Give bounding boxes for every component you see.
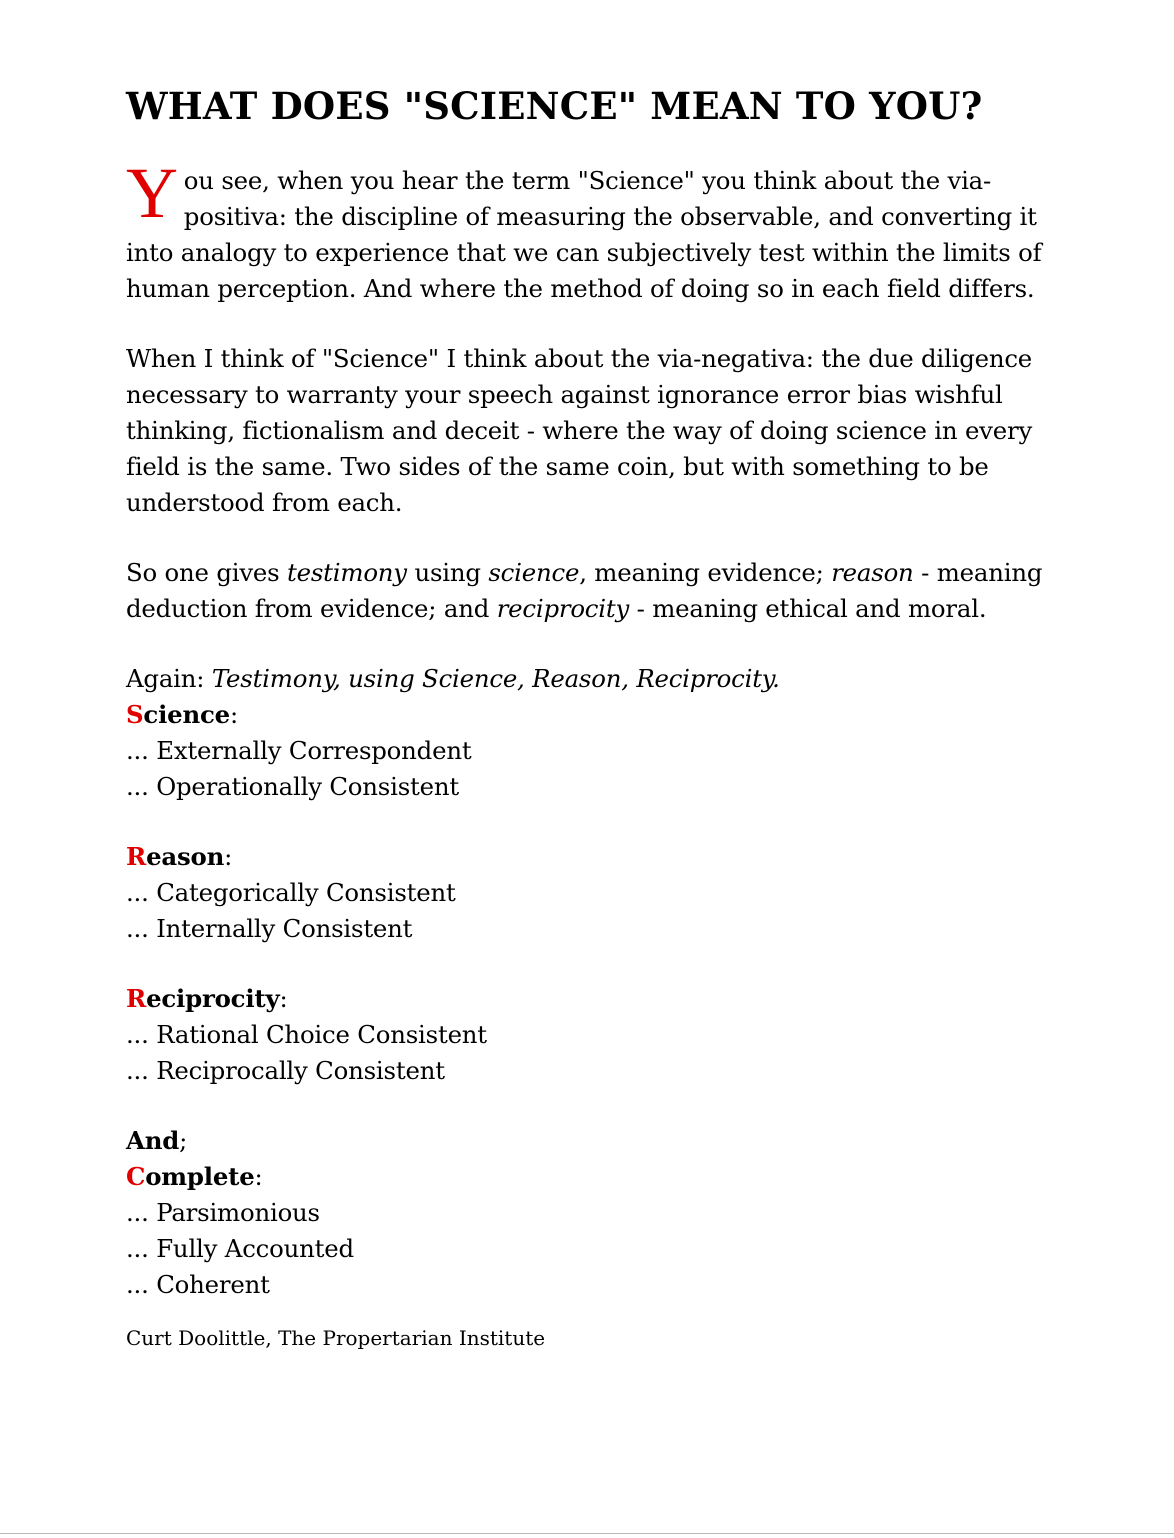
page-title: WHAT DOES "SCIENCE" MEAN TO YOU? (126, 84, 983, 128)
heading-colon: : (279, 984, 288, 1013)
document-page (126, 80, 1086, 1353)
section-heading (126, 839, 1086, 875)
paragraph-testimony (126, 555, 1086, 627)
signature: Curt Doolittle, The Propertarian Institute (126, 1326, 546, 1350)
section-heading (126, 981, 1086, 1017)
text-run: , meaning evidence; (579, 558, 832, 587)
list-item: ... Categorically Consistent (126, 878, 456, 907)
text-run: using (406, 558, 489, 587)
text-run: - meaning ethical and moral. (629, 594, 987, 623)
section-heading (126, 1159, 1086, 1195)
heading-initial: R (126, 984, 147, 1013)
and-punct: ; (179, 1126, 188, 1155)
heading-rest: cience (143, 700, 230, 729)
section-complete (126, 1123, 1086, 1303)
page-bottom-border (0, 1533, 1174, 1534)
heading-colon: : (254, 1162, 263, 1191)
section-reason (126, 839, 1086, 947)
text-run: - meaning deduction from evidence; and (126, 558, 1043, 623)
and-line (126, 1123, 1086, 1159)
heading-initial: R (126, 842, 147, 871)
italic-run: reason (831, 558, 914, 587)
paragraph-via-negativa: When I think of "Science" I think about the via-negativa: the due diligence necessary to warranty your speech against ignorance error bias wishful thinking, fictionalism and deceit - where the way of doing science in every field is the same. Two sides of the same coin, but with something to be understood from each. (126, 344, 1033, 517)
section-science (126, 697, 1086, 805)
paragraph-text: ou see, when you hear the term "Science" you think about the via-positiva: the discipline of measuring the observable, and converting it into analogy to experience that we can subjectively test within the limits of human perception. And where the method of doing so in each field differs. (126, 166, 1042, 303)
list-item: ... Coherent (126, 1270, 270, 1299)
section-heading (126, 697, 1086, 733)
text-run: So one gives (126, 558, 288, 587)
heading-rest: eciprocity (146, 984, 280, 1013)
italic-run: testimony (287, 558, 407, 587)
list-item: ... Reciprocally Consistent (126, 1056, 445, 1085)
heading-colon: : (224, 842, 233, 871)
list-item: ... Parsimonious (126, 1198, 320, 1227)
italic-run: reciprocity (496, 594, 630, 623)
heading-rest: omplete (145, 1162, 255, 1191)
section-reciprocity (126, 981, 1086, 1089)
text-run: Again: (126, 664, 212, 693)
heading-initial: S (126, 700, 144, 729)
list-item: ... Externally Correspondent (126, 736, 472, 765)
drop-cap: Y (126, 153, 178, 233)
heading-rest: eason (146, 842, 225, 871)
paragraph-via-positiva (126, 153, 1086, 307)
heading-initial: C (126, 1162, 146, 1191)
list-item: ... Fully Accounted (126, 1234, 354, 1263)
italic-run: science (488, 558, 580, 587)
italic-run: Testimony, using Science, Reason, Reciprocity. (211, 664, 780, 693)
list-item: ... Operationally Consistent (126, 772, 459, 801)
list-item: ... Internally Consistent (126, 914, 413, 943)
heading-colon: : (229, 700, 238, 729)
again-line (126, 661, 1086, 697)
and-word: And (126, 1126, 180, 1155)
list-item: ... Rational Choice Consistent (126, 1020, 487, 1049)
